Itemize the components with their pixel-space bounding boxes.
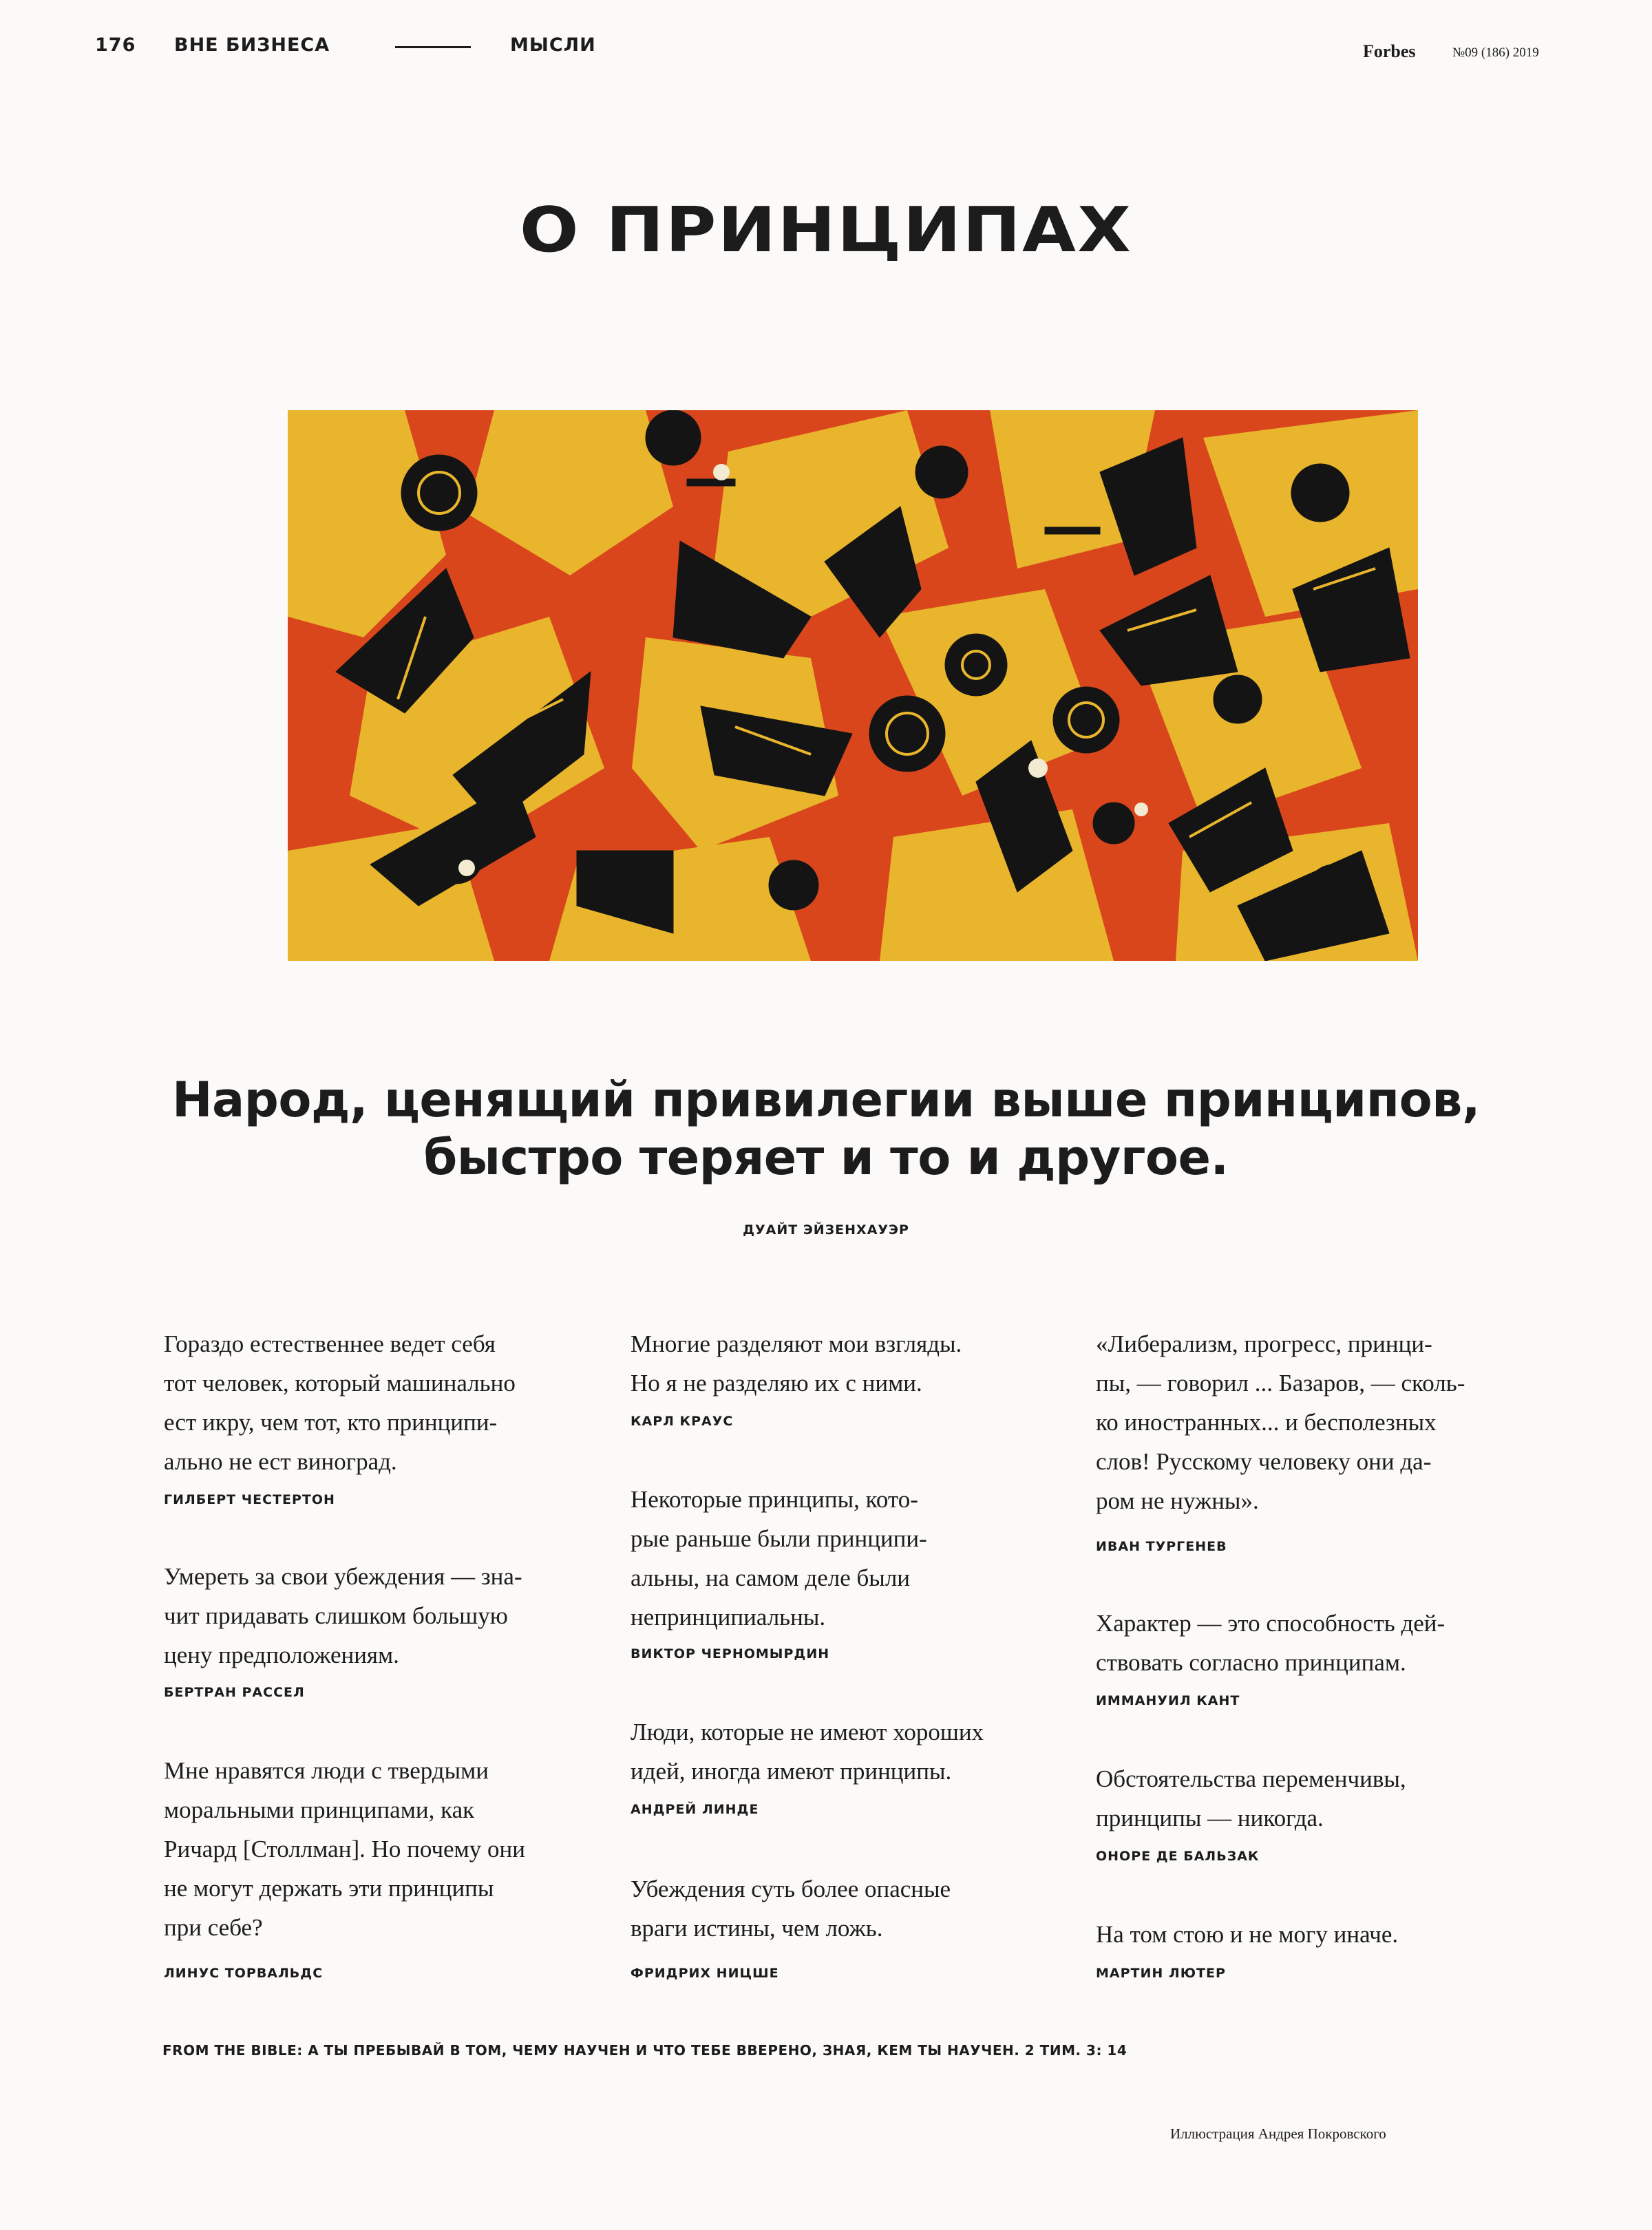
quote-author: ИВАН ТУРГЕНЕВ: [1096, 1539, 1227, 1554]
quote-text: Гораздо естественнее ведет себя тот человек, который машинально ест икру, чем тот, кто принципи- ально не ест виноград.: [164, 1330, 516, 1475]
bible-quote: FROM THE BIBLE: А ТЫ ПРЕБЫВАЙ В ТОМ, ЧЕМУ НАУЧЕН И ЧТО ТЕБЕ ВВЕРЕНО, ЗНАЯ, КЕМ ТЫ НАУЧЕН. 2 ТИМ. 3: 14: [162, 2042, 1127, 2059]
header-divider: [395, 46, 471, 48]
quote-author: ИММАНУИЛ КАНТ: [1096, 1693, 1240, 1708]
issue-number: №09 (186) 2019: [1452, 45, 1539, 60]
quote-text: Некоторые принципы, кото- рые раньше были принципи- альны, на самом деле были непринципиальны.: [631, 1486, 927, 1631]
magazine-name: Forbes: [1363, 41, 1416, 61]
quote-author: БЕРТРАН РАССЕЛ: [164, 1685, 305, 1700]
quote-text: Люди, которые не имеют хороших идей, иногда имеют принципы.: [631, 1719, 984, 1785]
quote-text: Мне нравятся люди с твердыми моральными принципами, как Ричард [Столлман]. Но почему они не могут держать эти принципы при себе?: [164, 1757, 525, 1941]
quote-text: На том стою и не могу иначе.: [1096, 1921, 1399, 1948]
quote-text: Многие разделяют мои взгляды. Но я не разделяю их с ними.: [631, 1330, 962, 1397]
main-quote-author: ДУАЙТ ЭЙЗЕНХАУЭР: [743, 1222, 909, 1238]
quote-author: АНДРЕЙ ЛИНДЕ: [631, 1802, 759, 1817]
page-number: 176: [95, 34, 136, 56]
quote-author: КАРЛ КРАУС: [631, 1414, 734, 1429]
main-quote-line-2: быстро теряет и то и другое.: [423, 1129, 1229, 1186]
quote-text: Умереть за свои убеждения — зна- чит придавать слишком большую цену предположениям.: [164, 1563, 522, 1668]
quote-author: МАРТИН ЛЮТЕР: [1096, 1966, 1226, 1981]
quote-text: Убеждения суть более опасные враги истины, чем ложь.: [631, 1876, 951, 1942]
main-quote: [0, 1071, 1652, 1187]
quote-author: ВИКТОР ЧЕРНОМЫРДИН: [631, 1646, 830, 1661]
section-label: ВНЕ БИЗНЕСА: [174, 34, 330, 56]
quote-text: Характер — это способность дей- ствовать согласно принципам.: [1096, 1610, 1446, 1676]
quote-author: ФРИДРИХ НИЦШЕ: [631, 1966, 779, 1981]
illustration-credit: Иллюстрация Андрея Покровского: [1170, 2125, 1386, 2142]
quote-text: «Либерализм, прогресс, принци- пы, — говорил ... Базаров, — сколь- ко иностранных... и бесполезных слов! Русскому человеку они да- ром не нужны».: [1096, 1330, 1465, 1514]
page-title: О ПРИНЦИПАХ: [519, 194, 1133, 266]
quote-text: Обстоятельства переменчивы, принципы — никогда.: [1096, 1765, 1406, 1831]
main-quote-line-1: Народ, ценящий привилегии выше принципов,: [171, 1072, 1481, 1128]
subsection-label: МЫСЛИ: [510, 34, 596, 56]
chess-illustration: [288, 410, 1418, 961]
quote-author: ЛИНУС ТОРВАЛЬДС: [164, 1966, 324, 1981]
quote-author: ОНОРЕ ДЕ БАЛЬЗАК: [1096, 1849, 1260, 1864]
quote-author: ГИЛБЕРТ ЧЕСТЕРТОН: [164, 1492, 335, 1507]
